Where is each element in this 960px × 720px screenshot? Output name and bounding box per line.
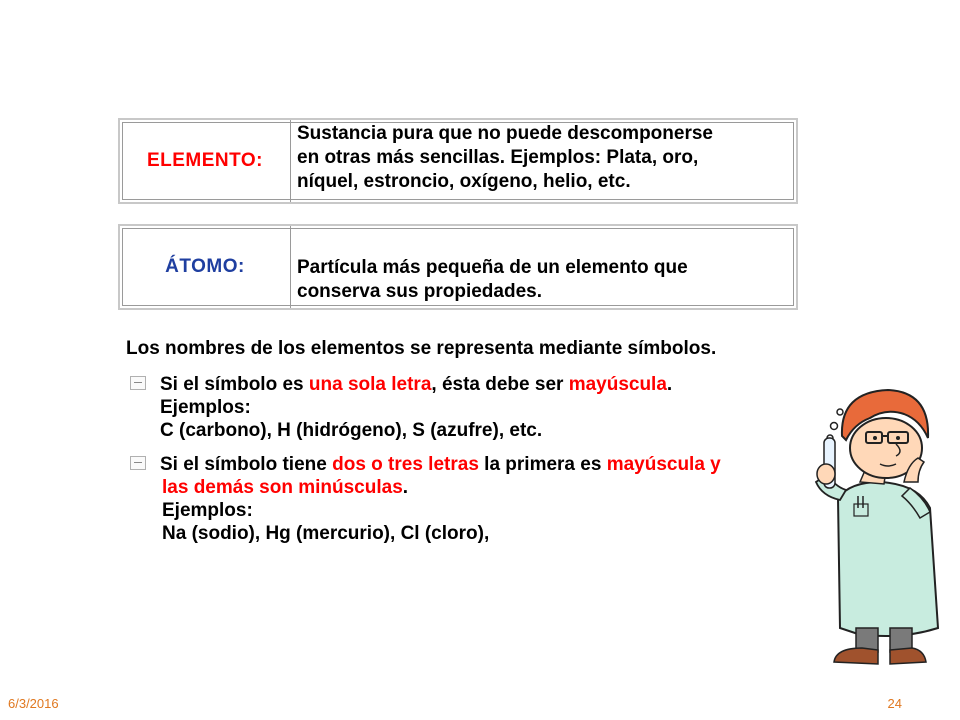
definition-box-elemento [118, 118, 798, 204]
definition-line: en otras más sencillas. Ejemplos: Plata, oro, [297, 147, 699, 168]
rule-multi-letter [126, 453, 721, 545]
rule-text: , ésta debe ser [431, 374, 569, 395]
footer-date: 6/3/2016 [8, 696, 59, 711]
examples-text: C (carbono), H (hidrógeno), S (azufre), etc. [160, 420, 543, 441]
bullet-box-icon [130, 456, 146, 470]
definition-term: ÁTOMO: [120, 226, 291, 308]
intro-text: Los nombres de los elementos se representa mediante símbolos. [126, 338, 717, 359]
rule-highlight: mayúscula [568, 374, 667, 395]
rule-text: Si el símbolo tiene [160, 454, 333, 475]
scientist-illustration [800, 378, 950, 668]
rule-single-letter [126, 373, 672, 442]
definition-box-atomo [118, 224, 798, 310]
bullet-box-icon [130, 376, 146, 390]
examples-label: Ejemplos: [162, 500, 253, 521]
rule-text: . [666, 374, 673, 395]
rule-line [160, 453, 721, 476]
definition-line: Partícula más pequeña de un elemento que [297, 257, 688, 278]
rule-text: . [402, 477, 409, 498]
rule-highlight: una sola letra [308, 374, 432, 395]
definition-line: conserva sus propiedades. [297, 281, 542, 302]
rule-line-2 [162, 476, 721, 499]
rule-highlight: dos o tres letras [332, 454, 479, 475]
definition-text [291, 226, 796, 308]
rule-text: la primera es [478, 454, 607, 475]
rule-line [160, 373, 672, 396]
examples-text: Na (sodio), Hg (mercurio), Cl (cloro), [162, 523, 490, 544]
rule-text: Si el símbolo es [160, 374, 309, 395]
definition-line: níquel, estroncio, oxígeno, helio, etc. [297, 171, 631, 192]
footer-page-number: 24 [887, 696, 902, 711]
examples-label: Ejemplos: [160, 397, 251, 418]
rule-highlight: mayúscula y [606, 454, 721, 475]
definition-line: Sustancia pura que no puede descomponerse [297, 123, 713, 144]
rule-highlight: las demás son minúsculas [162, 477, 403, 498]
definition-term: ELEMENTO: [120, 120, 291, 202]
definition-text [291, 120, 796, 202]
